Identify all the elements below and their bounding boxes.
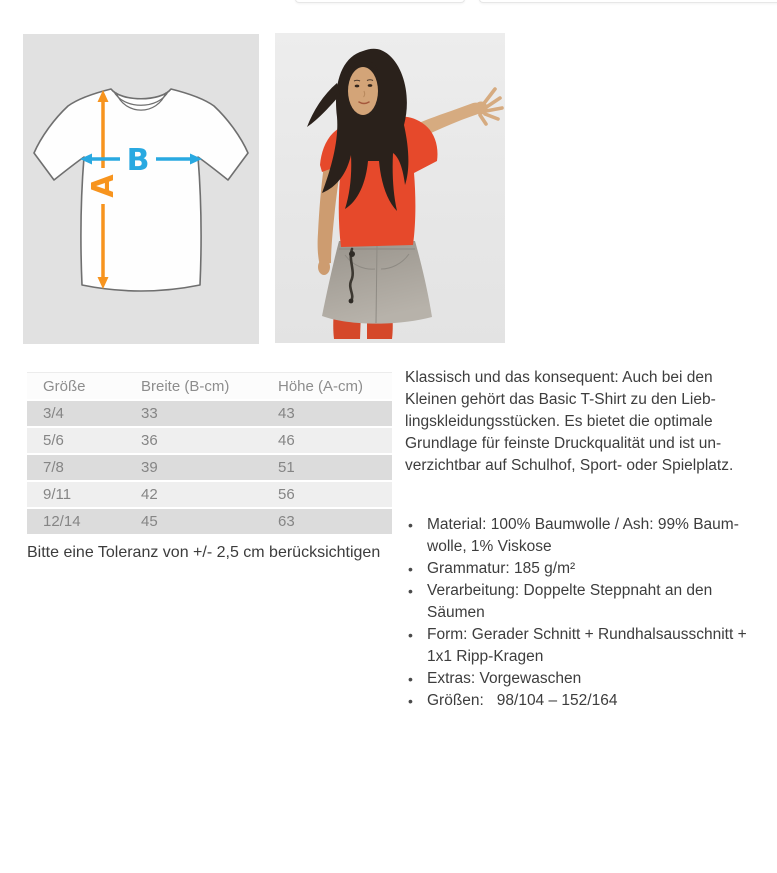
tolerance-note: Bitte eine Toleranz von +/- 2,5 cm berücksichtigen [27,544,381,561]
width-label: B [126,143,150,178]
product-attribute-item: • Form: Gerader Schnitt + Rundhalsausschnitt + 1x1 Ripp-Kragen [405,624,757,668]
product-attribute-item: • Grammatur: 185 g/m² [405,558,757,580]
size-table-cell: 63 [262,507,392,534]
size-diagram-panel [23,34,259,344]
size-table-header-0: Größe [27,373,125,399]
size-table-row [27,399,392,426]
model-photo [275,33,505,343]
size-table-cell: 56 [262,480,392,507]
model-photo-illustration [275,33,505,343]
tshirt-outline [34,89,248,291]
product-attribute-item: • Größen: 98/104 – 152/164 [405,690,757,712]
size-table-cell: 7/8 [27,453,125,480]
cutoff-card-edge [479,0,777,3]
denim-skirt [322,241,432,324]
product-attribute-item: • Extras: Vorgewaschen [405,668,757,690]
size-table-row [27,426,392,453]
size-table-cell: 12/14 [27,507,125,534]
size-table-cell: 9/11 [27,480,125,507]
size-table-header-1: Breite (B-cm) [125,373,262,399]
product-attribute-item: • Verarbeitung: Doppelte Steppnaht an den Säumen [405,580,757,624]
size-table-row [27,480,392,507]
size-table-row [27,453,392,480]
size-table-cell: 3/4 [27,399,125,426]
eye-left [355,85,360,88]
size-table-cell: 43 [262,399,392,426]
size-table-header-2: Höhe (A-cm) [262,373,392,399]
size-table-cell: 36 [125,426,262,453]
size-table-cell: 33 [125,399,262,426]
height-label: A [86,174,121,198]
size-table-cell: 39 [125,453,262,480]
size-table-row [27,507,392,534]
eye-right [368,84,373,87]
size-table-cell: 45 [125,507,262,534]
product-description: Klassisch und das konsequent: Auch bei den Kleinen gehört das Basic T-Shirt zu den Lieblingskleidungsstücken. Es bietet die optimale Grundlage für feinste Druckqualität und ist unverzichtbar auf Schulhof, Sport- oder Spielplatz. [405,369,734,474]
size-table-cell: 5/6 [27,426,125,453]
hand-fingers [480,89,502,124]
size-table [27,372,392,534]
size-table-cell: 46 [262,426,392,453]
product-attribute-item: • Material: 100% Baumwolle / Ash: 99% Baumwolle, 1% Viskose [405,514,757,558]
cutoff-card-edge [295,0,465,3]
tshirt-measure-diagram [23,34,259,344]
product-attributes-list [405,514,757,712]
size-table-header-row [27,373,392,399]
hair-strand [307,83,340,127]
size-table-cell: 42 [125,480,262,507]
size-table-cell: 51 [262,453,392,480]
